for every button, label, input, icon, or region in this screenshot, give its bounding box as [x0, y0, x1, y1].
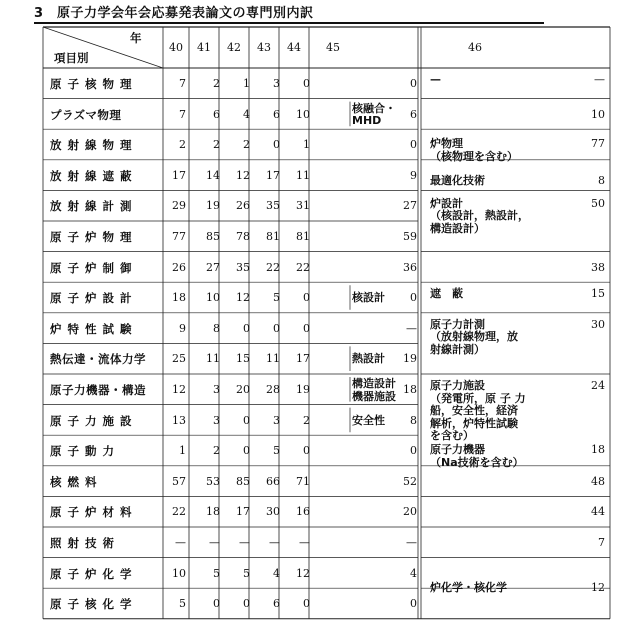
col46-category: 原子力計測 （放射線物理，放 射線計測） — [430, 317, 518, 356]
cell-value-45: 0 — [410, 444, 417, 458]
cell-value: 0 — [243, 444, 250, 458]
cell-value-45: 20 — [403, 505, 417, 519]
year-col-header: 42 — [227, 41, 241, 54]
col46-value: 44 — [591, 505, 605, 519]
col46-category: 最適化技術 — [430, 173, 485, 187]
row-label: 原子炉設計 — [50, 291, 138, 306]
year-col-header: 45 — [326, 41, 340, 54]
cell-value: 5 — [179, 597, 186, 611]
row-label: 原子動力 — [50, 444, 120, 459]
col46-value: 48 — [591, 474, 605, 488]
item-header: 項目別 — [54, 51, 89, 65]
cell-value: 1 — [179, 444, 186, 458]
cell-value: 16 — [296, 505, 310, 519]
row-label: 放射線遮蔽 — [50, 168, 138, 183]
row-label: 核燃料 — [50, 474, 103, 489]
col46-category: 原子力施設 （発電所，原 子 力 船，安全性，経済 解析，炉特性試験 を含む） — [430, 379, 526, 442]
cell-value: — — [209, 536, 220, 549]
col46-value: 24 — [591, 379, 605, 392]
cell-value-45: 9 — [410, 168, 417, 182]
row-label: 原子力機器・構造 — [50, 383, 146, 397]
cell-value: 25 — [172, 352, 186, 366]
col46-category: — — [430, 73, 441, 86]
col45-annotation: 安全性 — [352, 413, 385, 427]
cell-value: 22 — [266, 260, 280, 274]
col45-annotation: 核設計 — [352, 291, 385, 305]
cell-value: 0 — [243, 597, 250, 611]
cell-value: 10 — [206, 291, 220, 305]
cell-value: 11 — [296, 168, 310, 182]
cell-value: 53 — [206, 474, 220, 488]
cell-value: 26 — [172, 260, 186, 274]
cell-value: 57 — [172, 474, 186, 488]
col46-value: 77 — [591, 137, 605, 151]
cell-value: 35 — [266, 199, 280, 213]
cell-value: 12 — [172, 383, 186, 396]
cell-value: 14 — [206, 168, 220, 182]
col46-category: 遮 蔽 — [430, 287, 463, 301]
col46-value: 10 — [591, 107, 605, 121]
cell-value: 2 — [243, 138, 250, 152]
cell-value: 28 — [266, 383, 280, 396]
cell-value: 31 — [296, 199, 310, 213]
cell-value: 22 — [172, 505, 186, 519]
cell-value: 0 — [213, 597, 220, 611]
cell-value: 15 — [236, 352, 250, 366]
cell-value: 2 — [179, 138, 186, 152]
cell-value: 85 — [206, 230, 220, 243]
cell-value: 77 — [172, 230, 186, 243]
col46-category: 炉物理 （核物理を含む） — [430, 137, 518, 163]
cell-value: 13 — [172, 413, 186, 427]
year-col-header: 40 — [169, 41, 183, 54]
cell-value-45: 0 — [410, 291, 417, 305]
cell-value: 2 — [213, 138, 220, 152]
cell-value: 9 — [179, 321, 186, 335]
row-label: 原子炉材料 — [50, 505, 138, 520]
cell-value-45: — — [406, 536, 417, 549]
cell-value: 71 — [296, 474, 310, 488]
col46-value: — — [594, 73, 605, 86]
cell-value: 4 — [273, 566, 280, 580]
cell-value: 3 — [213, 383, 220, 396]
cell-value: 3 — [273, 413, 280, 427]
cell-value: 0 — [243, 321, 250, 335]
cell-value: 0 — [303, 321, 310, 335]
cell-value-45: 27 — [403, 199, 417, 213]
cell-value: 5 — [213, 566, 220, 580]
cell-value: 35 — [236, 260, 250, 274]
cell-value: 4 — [243, 107, 250, 121]
row-label: 炉特性試験 — [50, 321, 138, 336]
cell-value: 78 — [236, 230, 250, 243]
row-label: 原子核物理 — [50, 77, 138, 91]
cell-value: 1 — [243, 77, 250, 90]
col46-value: 50 — [591, 196, 605, 210]
cell-value: 10 — [172, 566, 186, 580]
cell-value: 2 — [303, 413, 310, 427]
year-col-header: 41 — [197, 41, 211, 54]
col46-category: 原子力機器 （Na技術を含む） — [430, 443, 524, 469]
col46-value: 15 — [591, 287, 605, 301]
row-label: 原子炉物理 — [50, 230, 138, 244]
cell-value: 66 — [266, 474, 280, 488]
row-label: 放射線物理 — [50, 138, 138, 153]
cell-value: 12 — [236, 291, 250, 305]
col46-value: 7 — [598, 536, 605, 549]
cell-value: — — [299, 536, 310, 549]
cell-value: 8 — [213, 321, 220, 335]
cell-value: 7 — [179, 77, 186, 90]
cell-value: 5 — [273, 444, 280, 458]
cell-value: 29 — [172, 199, 186, 213]
cell-value: 1 — [303, 138, 310, 152]
col45-annotation: 熱設計 — [352, 352, 385, 366]
cell-value: 2 — [213, 444, 220, 458]
cell-value-45: 59 — [403, 230, 417, 243]
col46-value: 8 — [598, 173, 605, 187]
cell-value: 17 — [266, 168, 280, 182]
cell-value: 11 — [206, 352, 220, 366]
cell-value: 18 — [172, 291, 186, 305]
cell-value: 27 — [206, 260, 220, 274]
row-label: 原子核化学 — [50, 597, 138, 612]
row-label: 熱伝達・流体力学 — [50, 352, 146, 367]
cell-value: 3 — [213, 413, 220, 427]
year-header: 年 — [130, 31, 142, 45]
col46-value: 38 — [591, 260, 605, 274]
cell-value: 81 — [296, 230, 310, 243]
cell-value: 0 — [303, 77, 310, 90]
cell-value: 19 — [296, 383, 310, 396]
cell-value: 17 — [172, 168, 186, 182]
year-col-header: 46 — [468, 41, 482, 54]
col46-category: 炉化学・核化学 — [430, 580, 507, 594]
cell-value-45: 52 — [403, 474, 417, 488]
row-label: プラズマ物理 — [50, 107, 122, 122]
cell-value: 30 — [266, 505, 280, 519]
col46-category: 炉設計 （核設計，熱設計， 構造設計） — [430, 196, 529, 235]
cell-value: 6 — [273, 107, 280, 121]
row-label: 放射線計測 — [50, 199, 138, 214]
cell-value: 0 — [303, 291, 310, 305]
cell-value-45: 0 — [410, 138, 417, 152]
cell-value: 0 — [303, 597, 310, 611]
cell-value-45: 4 — [410, 566, 417, 580]
cell-value: 2 — [213, 77, 220, 90]
cell-value-45: 6 — [410, 107, 417, 121]
row-label: 照射技術 — [50, 536, 120, 550]
cell-value: 5 — [243, 566, 250, 580]
cell-value-45: 0 — [410, 597, 417, 611]
cell-value-45: 36 — [403, 260, 417, 274]
cell-value-45: — — [406, 321, 417, 335]
cell-value: 6 — [273, 597, 280, 611]
cell-value: 7 — [179, 107, 186, 121]
cell-value: 22 — [296, 260, 310, 274]
cell-value: 0 — [273, 138, 280, 152]
row-label: 原子炉制御 — [50, 260, 138, 275]
cell-value: 12 — [296, 566, 310, 580]
cell-value: 19 — [206, 199, 220, 213]
cell-value: — — [239, 536, 250, 549]
cell-value: 81 — [266, 230, 280, 243]
col45-annotation: 核融合・ MHD — [352, 101, 396, 128]
year-col-header: 43 — [257, 41, 271, 54]
cell-value-45: 0 — [410, 77, 417, 90]
cell-value: 17 — [236, 505, 250, 519]
cell-value: 0 — [273, 321, 280, 335]
cell-value: 3 — [273, 77, 280, 90]
cell-value: 18 — [206, 505, 220, 519]
cell-value-45: 19 — [403, 352, 417, 366]
cell-value: 0 — [243, 413, 250, 427]
cell-value: 11 — [266, 352, 280, 366]
cell-value: 17 — [296, 352, 310, 366]
cell-value-45: 8 — [410, 413, 417, 427]
cell-value: 12 — [236, 168, 250, 182]
cell-value: — — [269, 536, 280, 549]
cell-value: 85 — [236, 474, 250, 488]
year-col-header: 44 — [287, 41, 301, 54]
cell-value: 5 — [273, 291, 280, 305]
col46-value: 30 — [591, 317, 605, 331]
row-label: 原子力施設 — [50, 413, 138, 428]
row-label: 原子炉化学 — [50, 566, 138, 581]
cell-value: — — [175, 536, 186, 549]
table-title: 3 原子力学会年会応募発表論文の専門別内訳 — [34, 6, 314, 21]
col46-value: 12 — [591, 580, 605, 594]
col46-value: 18 — [591, 443, 605, 457]
cell-value: 0 — [303, 444, 310, 458]
cell-value: 10 — [296, 107, 310, 121]
cell-value: 20 — [236, 383, 250, 396]
cell-value: 26 — [236, 199, 250, 213]
cell-value: 6 — [213, 107, 220, 121]
cell-value-45: 18 — [403, 383, 417, 396]
col45-annotation: 構造設計 機器施設 — [352, 377, 396, 403]
